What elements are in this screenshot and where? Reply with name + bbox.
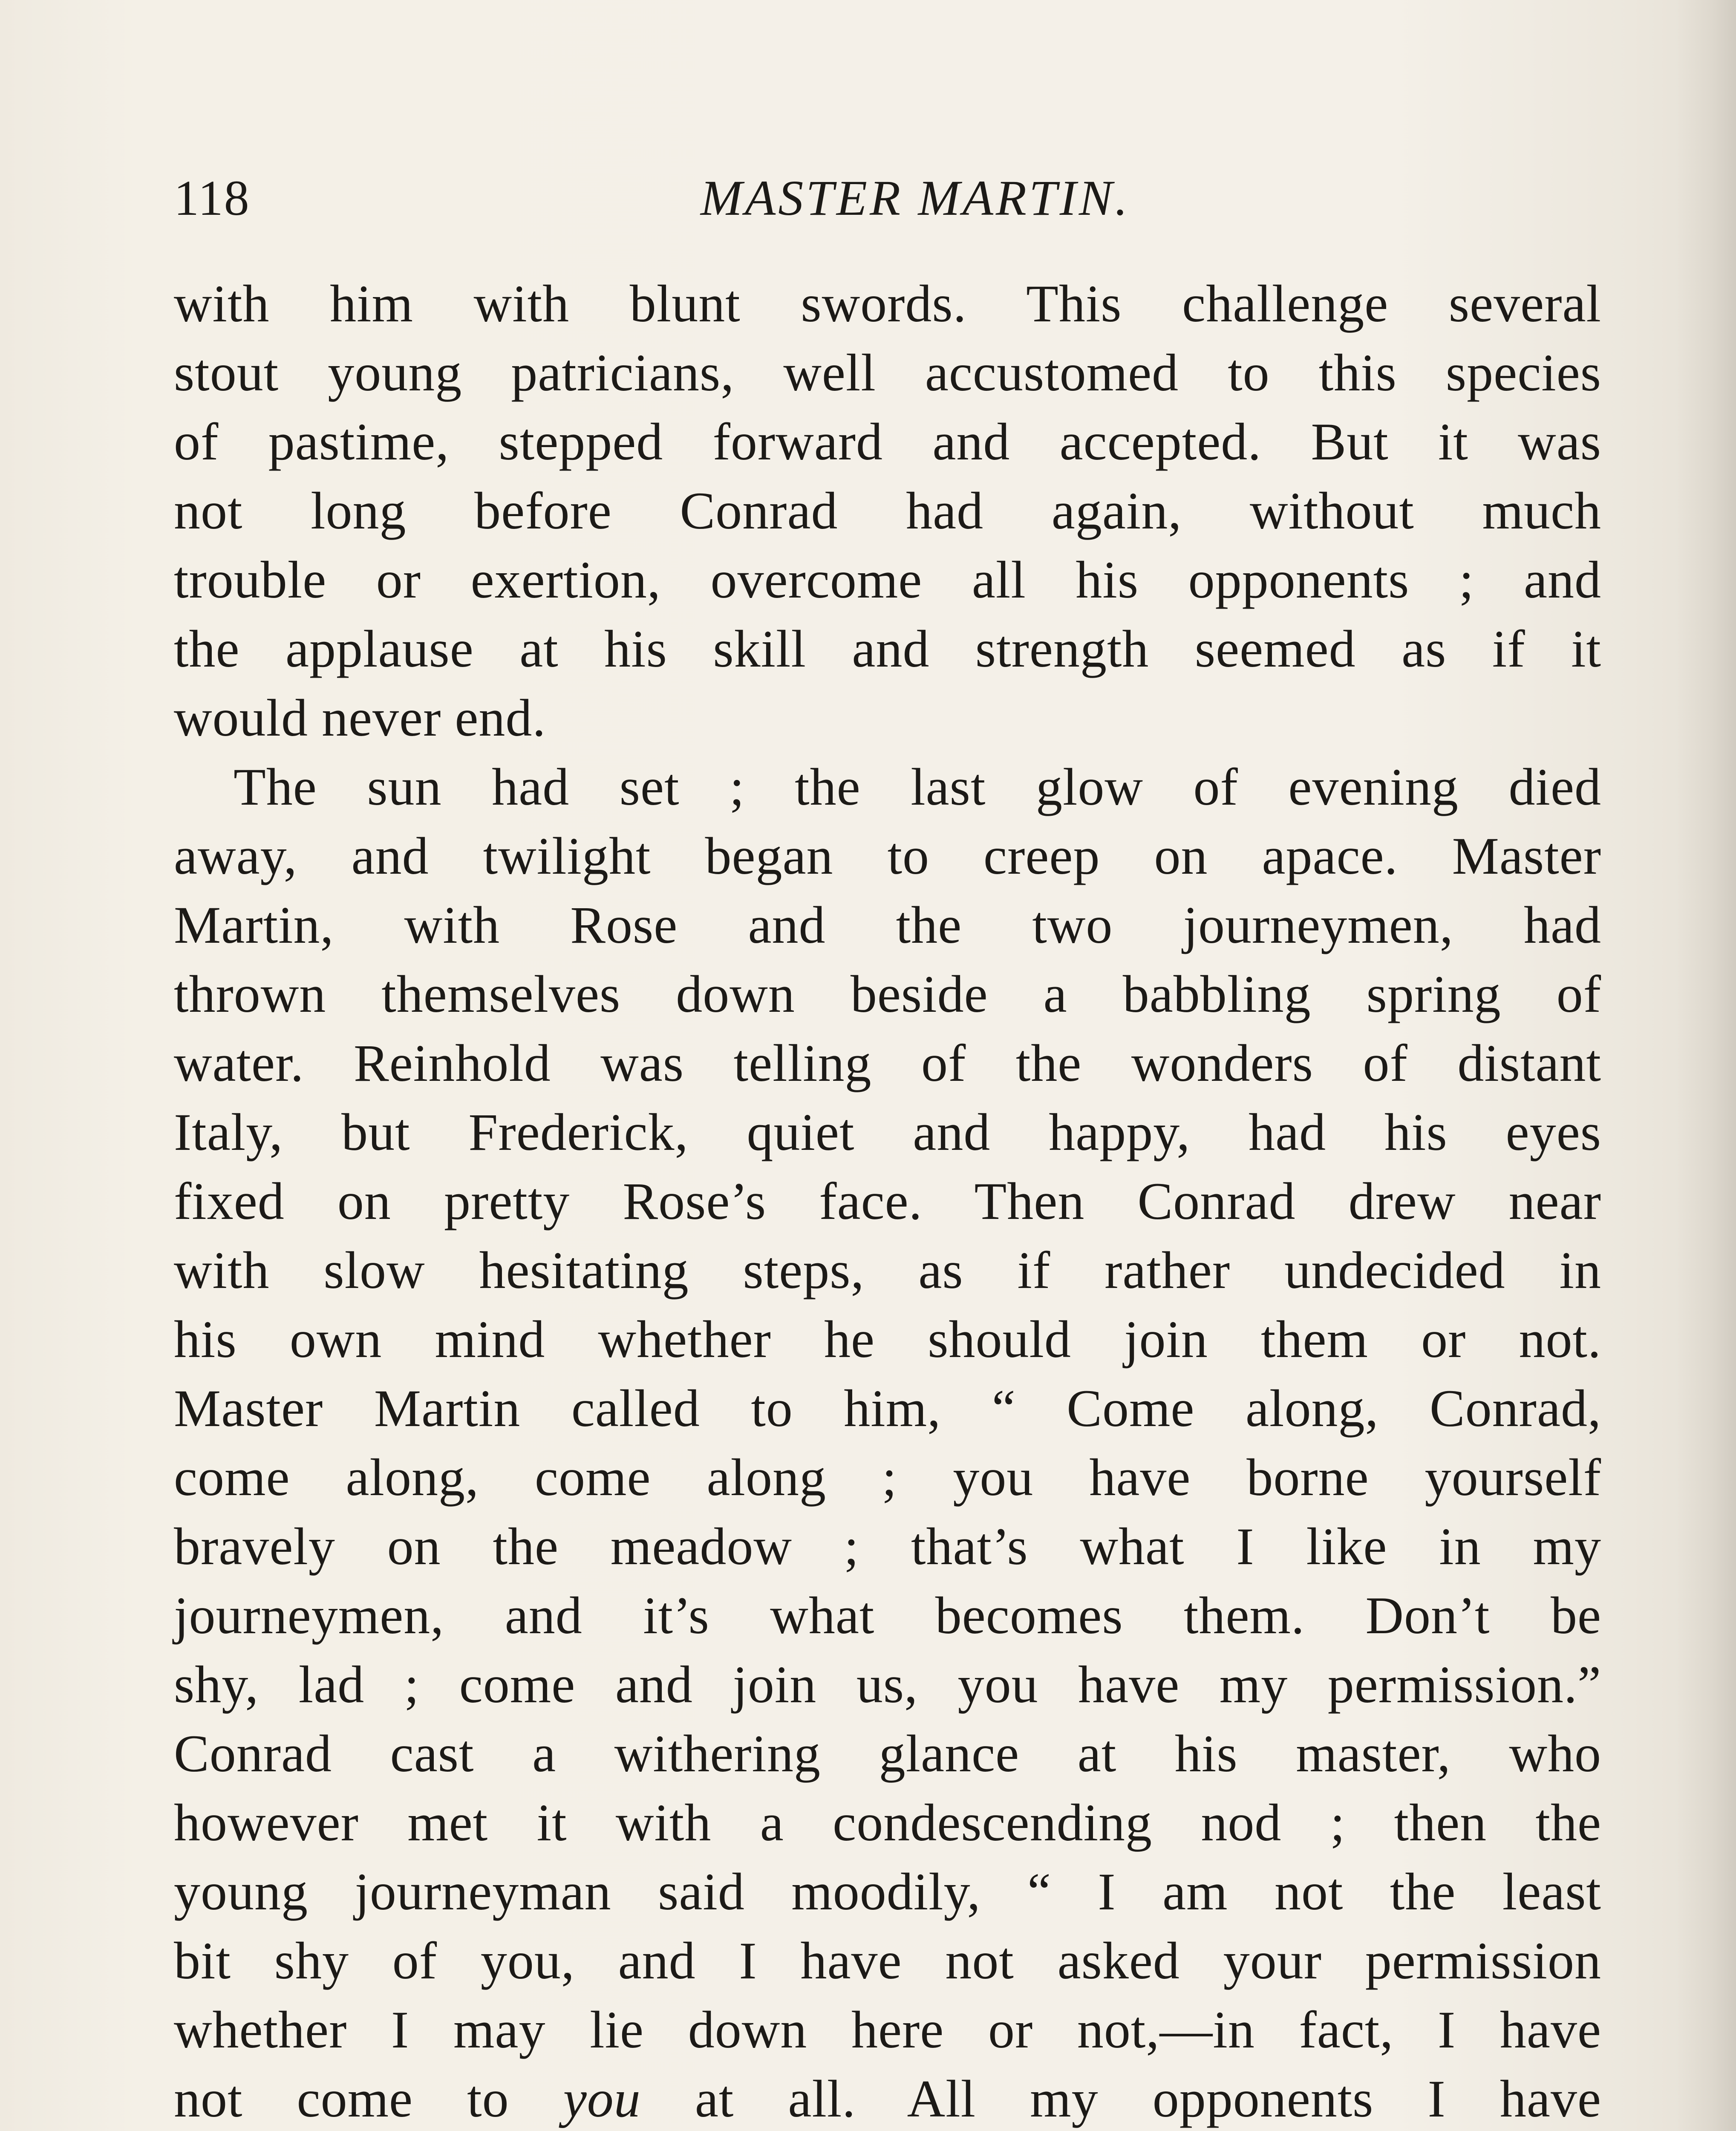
text-line: bravely on the meadow ; that’s what I like in my [174, 1517, 1601, 1576]
text-line: with slow hesitating steps, as if rather undecided in [174, 1241, 1601, 1299]
page-header [174, 162, 1601, 234]
text-line: of pastime, stepped forward and accepted. But it was [174, 413, 1601, 471]
text-line: fixed on pretty Rose’s face. Then Conrad drew near [174, 1172, 1601, 1230]
body-text [174, 269, 1601, 2131]
text-fragment: at all. All my opponents I have [695, 2070, 1601, 2128]
text-line: would never end. [174, 689, 546, 747]
text-line: journeymen, and it’s what becomes them. Don’t be [174, 1586, 1601, 1645]
text-line: water. Reinhold was telling of the wonders of distant [174, 1034, 1601, 1092]
page-number: 118 [174, 170, 250, 226]
text-line: shy, lad ; come and join us, you have my permission.” [174, 1655, 1601, 1714]
text-line: Conrad cast a withering glance at his master, who [174, 1724, 1601, 1783]
page-edge-shadow [1676, 0, 1736, 2131]
text-line: Italy, but Frederick, quiet and happy, had his eyes [174, 1103, 1601, 1161]
text-line: away, and twilight began to creep on apace. Master [174, 827, 1601, 885]
text-line: bit shy of you, and I have not asked your permission [174, 1932, 1601, 1990]
text-line: trouble or exertion, overcome all his opponents ; and [174, 551, 1601, 609]
text-line: the applause at his skill and strength seemed as if it [174, 620, 1601, 678]
text-line: thrown themselves down beside a babbling spring of [174, 965, 1601, 1023]
running-head: MASTER MARTIN. [700, 170, 1130, 226]
text-line: his own mind whether he should join them or not. [174, 1310, 1601, 1369]
text-line: The sun had set ; the last glow of evening died [234, 758, 1601, 816]
text-line: come along, come along ; you have borne yourself [174, 1448, 1601, 1507]
text-line: Martin, with Rose and the two journeymen, had [174, 896, 1601, 954]
text-line: whether I may lie down here or not,—in fact, I have [174, 2001, 1601, 2059]
text-line: not long before Conrad had again, without much [174, 482, 1601, 540]
text-fragment: not come to [174, 2070, 509, 2128]
text-line-with-emphasis [174, 2065, 1601, 2131]
text-line: with him with blunt swords. This challenge several [174, 274, 1601, 333]
text-line: stout young patricians, well accustomed to this species [174, 344, 1601, 402]
text-line: young journeyman said moodily, “ I am not the least [174, 1862, 1601, 1921]
text-line: however met it with a condescending nod ; then the [174, 1793, 1601, 1852]
text-line: Master Martin called to him, “ Come along, Conrad, [174, 1379, 1601, 1438]
emphasized-word: you [563, 2070, 641, 2128]
